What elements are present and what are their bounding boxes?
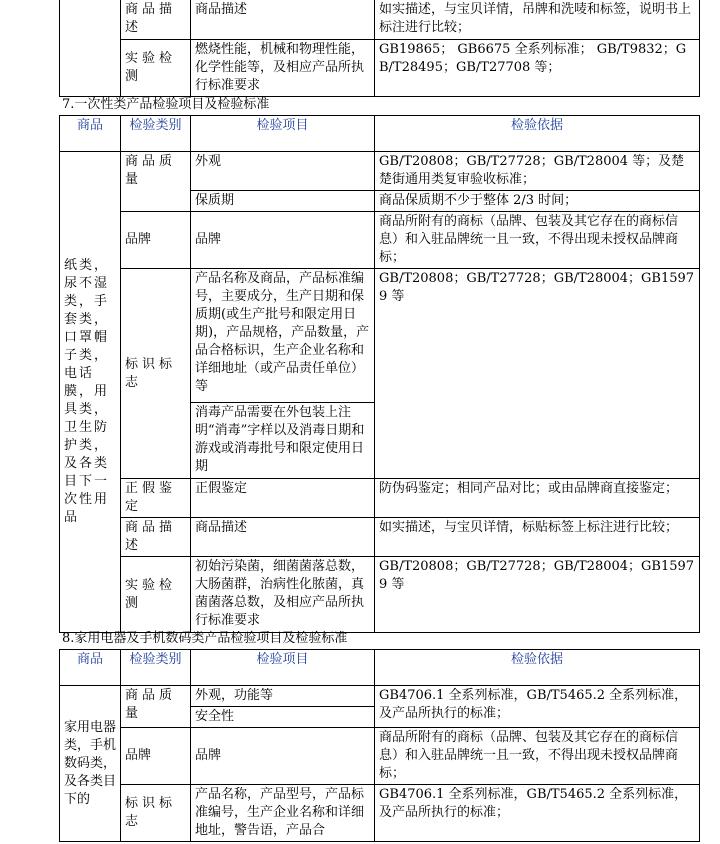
top-table <box>59 0 700 97</box>
section8-block <box>0 649 720 842</box>
basis-cell: GB/T20808；GB/T27728；GB/T28004 等；及楚楚街通用类复审验收标准； <box>375 152 700 191</box>
item-cell: 燃烧性能，机械和物理性能，化学性能等，及相应产品所执行标准要求 <box>191 40 375 97</box>
header-product: 商品 <box>60 650 121 686</box>
item-cell: 商品描述 <box>191 0 375 40</box>
basis-cell: 防伪码鉴定；相同产品对比；或由品牌商直接鉴定； <box>375 479 700 518</box>
type-cell: 商品质量 <box>121 686 191 728</box>
item-cell: 安全性 <box>191 707 375 728</box>
item-cell: 商品描述 <box>191 518 375 557</box>
header-basis: 检验依据 <box>375 650 700 686</box>
header-item: 检验项目 <box>191 650 375 686</box>
category-cell: 纸类，尿不湿类，手套类，口罩帽子类，电话膜，用具类，卫生防护类，及各类目下一次性用品 <box>60 152 121 633</box>
type-cell: 标识标志 <box>121 785 191 842</box>
basis-cell: 如实描述，与宝贝详情，吊牌和洗唛和标签，说明书上标注进行比较； <box>375 0 700 40</box>
section7-block <box>0 115 720 633</box>
item-cell: 保质期 <box>191 191 375 212</box>
header-type: 检验类别 <box>121 650 191 686</box>
type-cell: 品牌 <box>121 728 191 785</box>
item-cell: 品牌 <box>191 212 375 269</box>
type-cell: 实验检测 <box>121 40 191 97</box>
header-item: 检验项目 <box>191 116 375 152</box>
item-cell: 正假鉴定 <box>191 479 375 518</box>
section8-table <box>59 649 700 842</box>
section7-table <box>59 115 700 633</box>
type-cell: 商品描述 <box>121 518 191 557</box>
section7-title: 7.一次性类产品检验项目及检验标准 <box>62 97 270 112</box>
header-type: 检验类别 <box>121 116 191 152</box>
type-cell: 标识标志 <box>121 269 191 479</box>
basis-cell: GB4706.1 全系列标准，GB/T5465.2 全系列标准，及产品所执行的标准； <box>375 785 700 842</box>
header-product: 商品 <box>60 116 121 152</box>
type-cell: 实验检测 <box>121 557 191 633</box>
item-cell: 消毒产品需要在外包装上注明“消毒”字样以及消毒日期和游戏或消毒批号和限定使用日期 <box>191 403 375 479</box>
category-cell: 家用电器类，手机数码类，及各类目下的 <box>60 686 121 842</box>
header-row <box>60 650 700 686</box>
basis-cell: 商品所附有的商标（品牌、包装及其它存在的商标信息）和入驻品牌统一且一致，不得出现未授权品牌商标； <box>375 212 700 269</box>
item-cell: 外观 <box>191 152 375 191</box>
type-cell: 品牌 <box>121 212 191 269</box>
basis-cell: GB/T20808；GB/T27728；GB/T28004；GB15979 等 <box>375 557 700 633</box>
category-cell <box>60 0 121 97</box>
item-cell: 初始污染菌，细菌菌落总数，大肠菌群，治病性化脓菌，真菌菌落总数，及相应产品所执行标准要求 <box>191 557 375 633</box>
basis-cell: GB/T20808；GB/T27728；GB/T28004；GB15979 等 <box>375 269 700 479</box>
header-row <box>60 116 700 152</box>
type-cell: 商品质量 <box>121 152 191 212</box>
item-cell: 品牌 <box>191 728 375 785</box>
item-cell: 产品名称，产品型号，产品标准编号，生产企业名称和详细地址，警告语，产品合 <box>191 785 375 842</box>
basis-cell: 商品保质期不少于整体 2/3 时间； <box>375 191 700 212</box>
basis-cell: 如实描述，与宝贝详情，标贴标签上标注进行比较； <box>375 518 700 557</box>
item-cell: 产品名称及商品，产品标准编号，主要成分，生产日期和保质期(或生产批号和限定用日期)，产品规格，产品数量，产品合格标识，生产企业名称和详细地址（或产品责任单位）等 <box>191 269 375 403</box>
type-cell: 商品描述 <box>121 0 191 40</box>
header-basis: 检验依据 <box>375 116 700 152</box>
basis-cell: GB4706.1 全系列标准，GB/T5465.2 全系列标准，及产品所执行的标准； <box>375 686 700 728</box>
section8-title: 8.家用电器及手机数码类产品检验项目及检验标准 <box>62 631 348 646</box>
basis-cell: 商品所附有的商标（品牌、包装及其它存在的商标信息）和入驻品牌统一且一致，不得出现未授权品牌商标； <box>375 728 700 785</box>
basis-cell: GB19865； GB6675 全系列标准； GB/T9832；GB/T28495；GB/T27708 等； <box>375 40 700 97</box>
type-cell: 正假鉴定 <box>121 479 191 518</box>
item-cell: 外观，功能等 <box>191 686 375 707</box>
top-table-block <box>0 0 720 97</box>
